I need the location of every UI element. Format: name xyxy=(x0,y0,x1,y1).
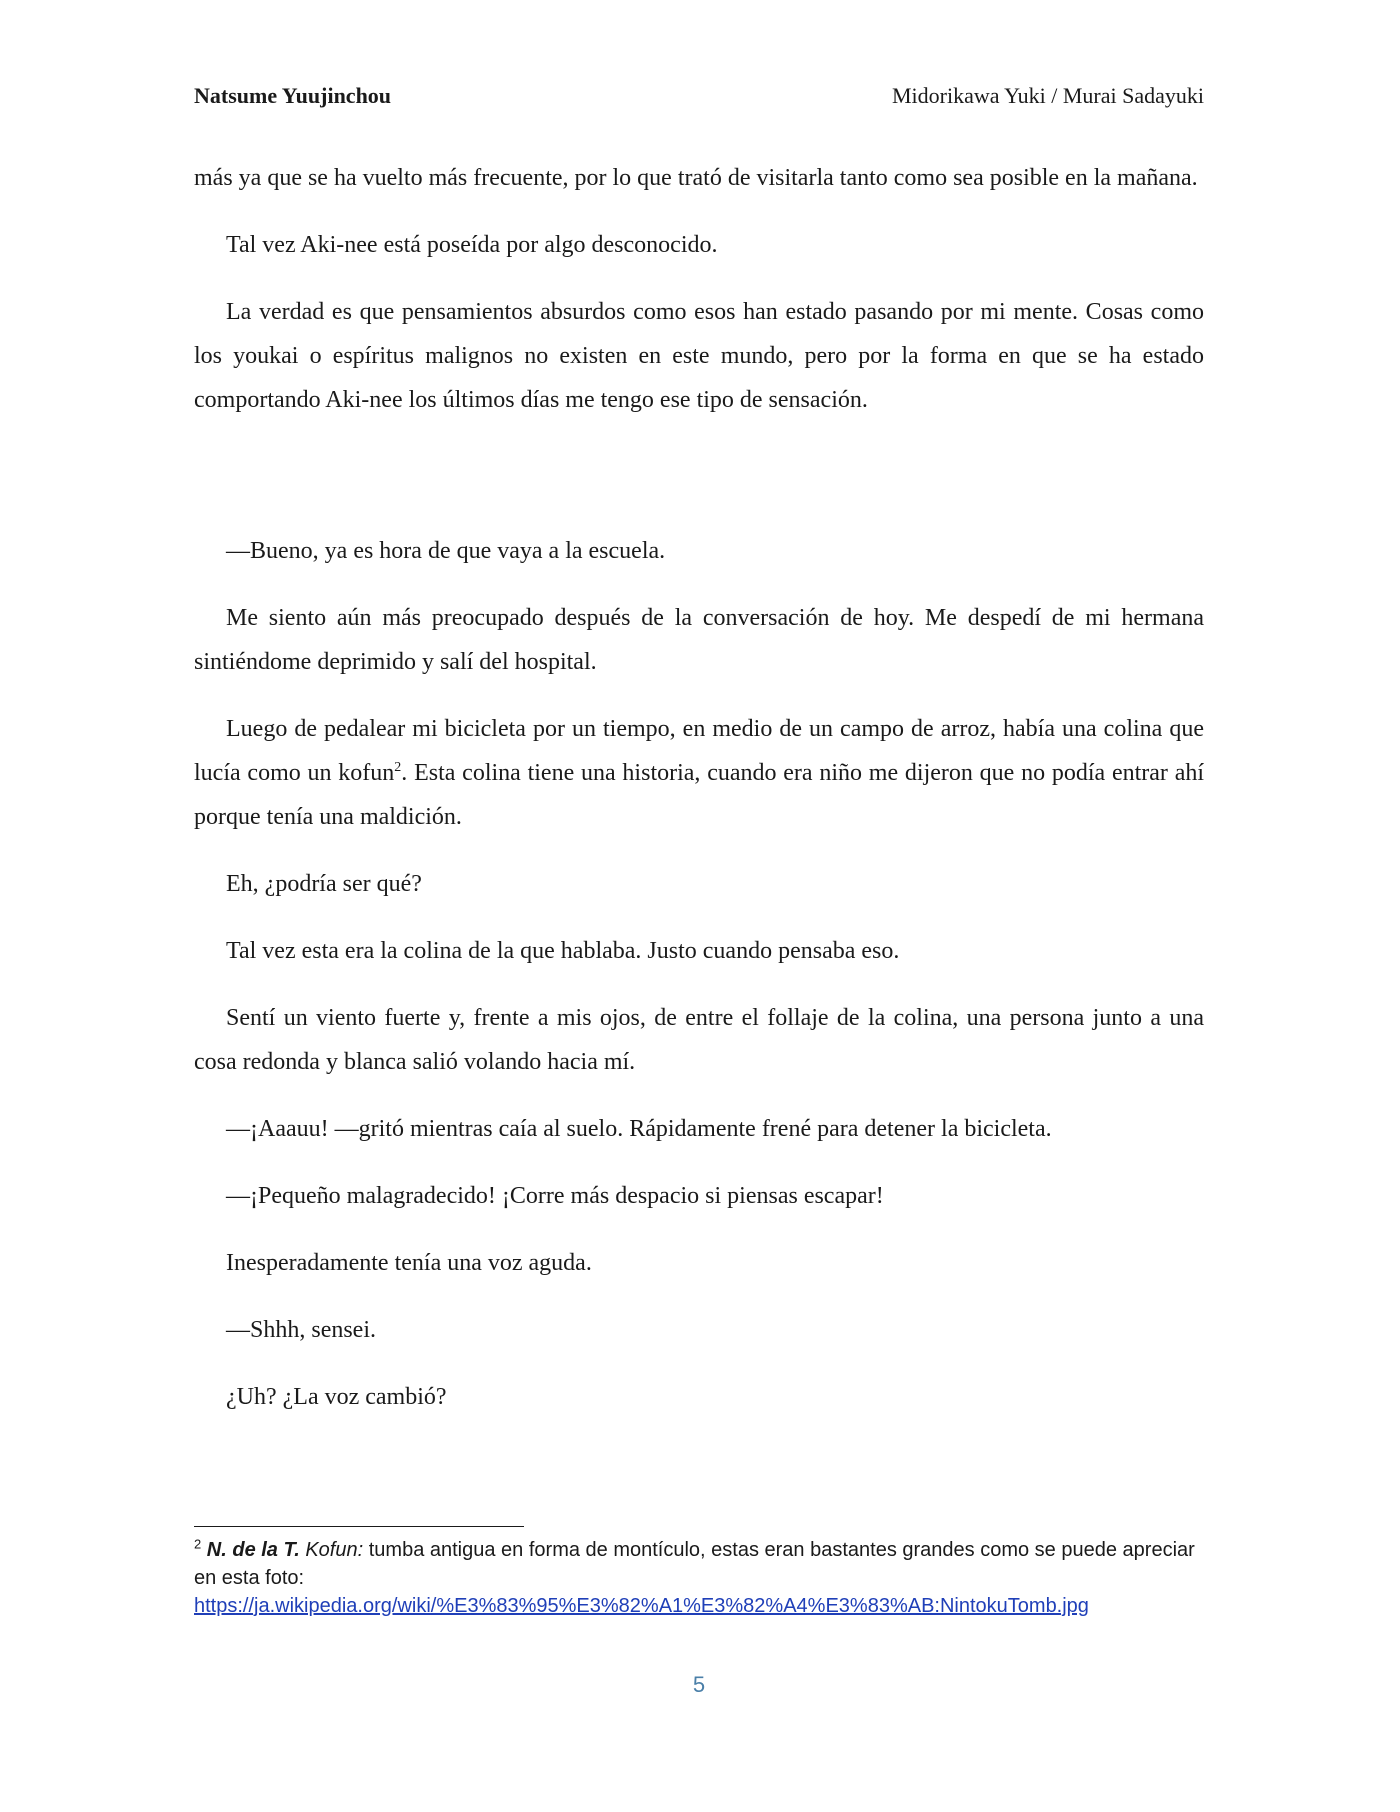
paragraph: —Bueno, ya es hora de que vaya a la escuela. xyxy=(226,538,666,564)
footnote-number: 2 xyxy=(194,1536,202,1552)
footnote-separator xyxy=(194,1526,524,1527)
scene-break xyxy=(194,445,1204,529)
paragraph-text: . Esta colina tiene una historia, cuando era niño me dijeron que no podía entrar ahí porque tenía una maldición. xyxy=(194,760,1205,830)
footnote-term: Kofun: xyxy=(305,1539,364,1561)
paragraph: Eh, ¿podría ser qué? xyxy=(226,871,422,897)
footnote-link[interactable]: https://ja.wikipedia.org/wiki/%E3%83%95%E3%82%A1%E3%82%A4%E3%83%AB:NintokuTomb.jpg xyxy=(194,1595,1089,1617)
paragraph: Me siento aún más preocupado después de la conversación de hoy. Me despedí de mi hermana sintiéndome deprimido y salí del hospital. xyxy=(194,605,1204,675)
footnote-label: N. de la T. xyxy=(206,1539,300,1561)
paragraph: ¿Uh? ¿La voz cambió? xyxy=(226,1384,447,1410)
running-header xyxy=(194,82,1204,110)
paragraph: —Shhh, sensei. xyxy=(226,1317,376,1343)
paragraph-text: Luego de pedalear mi bicicleta por un tiempo, en medio de un campo de arroz, había una colina que lucía como un kofun xyxy=(194,716,1204,786)
footnote-reference[interactable]: 2 xyxy=(394,760,402,775)
document-page xyxy=(194,0,1204,1812)
paragraph: —¡Pequeño malagradecido! ¡Corre más despacio si piensas escapar! xyxy=(226,1183,884,1209)
paragraph: Inesperadamente tenía una voz aguda. xyxy=(226,1250,592,1276)
paragraph: Tal vez Aki-nee está poseída por algo desconocido. xyxy=(226,232,718,258)
paragraph xyxy=(194,707,1204,839)
footnote-text: tumba antigua en forma de montículo, estas eran bastantes grandes como se puede apreciar en esta foto: xyxy=(194,1539,1195,1589)
paragraph: Sentí un viento fuerte y, frente a mis ojos, de entre el follaje de la colina, una persona junto a una cosa redonda y blanca salió volando hacia mí. xyxy=(194,1005,1204,1075)
paragraph: La verdad es que pensamientos absurdos como esos han estado pasando por mi mente. Cosas como los youkai o espíritus malignos no existen en este mundo, pero por la forma en que se ha estado comportando Aki-nee los últimos días me tengo ese tipo de sensación. xyxy=(194,299,1204,413)
footnote xyxy=(194,1536,1204,1620)
header-authors: Midorikawa Yuki / Murai Sadayuki xyxy=(891,83,1204,108)
paragraph: Tal vez esta era la colina de la que hablaba. Justo cuando pensaba eso. xyxy=(226,938,900,964)
paragraph: —¡Aaauu! —gritó mientras caía al suelo. Rápidamente frené para detener la bicicleta. xyxy=(226,1116,1052,1142)
page-number: 5 xyxy=(692,1672,706,1697)
body-text xyxy=(194,156,1204,1442)
header-title: Natsume Yuujinchou xyxy=(194,83,392,108)
paragraph: más ya que se ha vuelto más frecuente, por lo que trató de visitarla tanto como sea posible en la mañana. xyxy=(194,165,1198,191)
